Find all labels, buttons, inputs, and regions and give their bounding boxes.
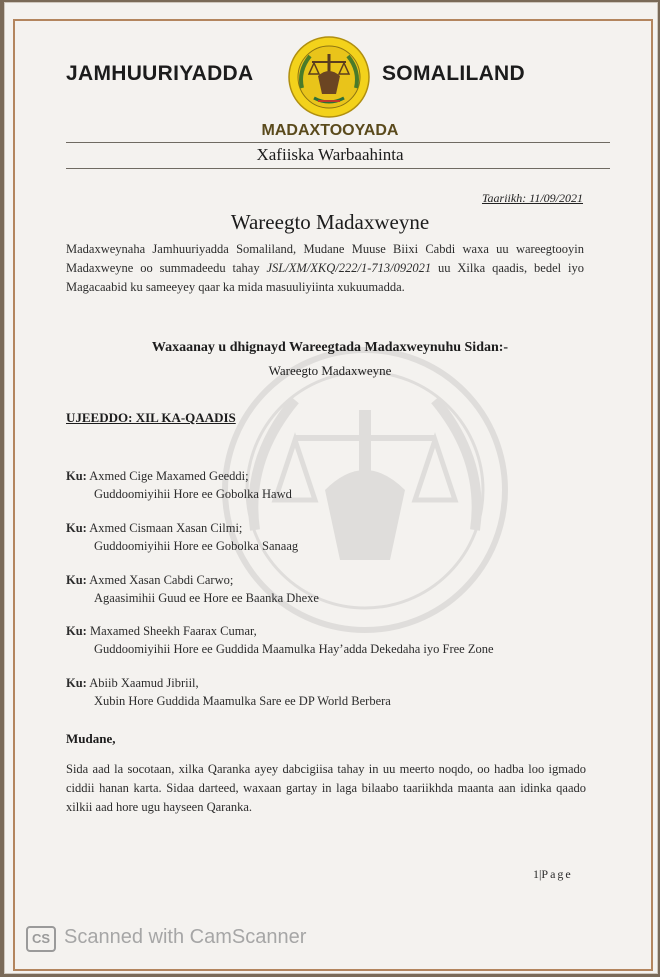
recipient-role: Agaasimihii Guud ee Hore ee Baanka Dhexe <box>94 591 319 605</box>
recipient-name: Axmed Cismaan Xasan Cilmi; <box>89 521 243 535</box>
scanner-watermark-text: Scanned with CamScanner <box>64 926 307 948</box>
recipient-item <box>66 469 606 502</box>
recipient-prefix: Ku: <box>66 624 87 638</box>
page-label: Page <box>541 867 573 881</box>
closing-paragraph: Sida aad la socotaan, xilka Qaranka ayey dabcigiisa tahay in uu meerto noqdo, oo hadba loo igmado ciddii hanan karta. Sidaa darteed, waxaan gartay in laga bilaabo taariikhda maanta aan idinka qaado xilkii aad hore ugu hayseen Qaranka. <box>66 762 586 814</box>
recipient-name: Abiib Xaamud Jibriil, <box>89 676 199 690</box>
recipient-name: Axmed Xasan Cabdi Carwo; <box>89 573 234 587</box>
recipient-prefix: Ku: <box>66 676 87 690</box>
camscanner-logo-icon: CS <box>26 926 56 952</box>
recipient-item <box>66 521 606 554</box>
recipient-role: Guddoomiyihii Hore ee Guddida Maamulka Hay’adda Dekedaha iyo Free Zone <box>94 642 494 656</box>
header-rule-top <box>66 142 610 143</box>
recipient-item <box>66 573 606 606</box>
document-date: Taariikh: 11/09/2021 <box>481 191 583 205</box>
recipient-prefix: Ku: <box>66 469 87 483</box>
recipient-name: Axmed Cige Maxamed Geeddi; <box>89 469 249 483</box>
coat-of-arms-icon <box>288 36 370 118</box>
document-title: Wareegto Madaxweyne <box>230 210 430 234</box>
recipient-prefix: Ku: <box>66 573 87 587</box>
salutation: Mudane, <box>66 731 116 746</box>
intro-text-start: Madaxweynaha Jamhuuriyadda Somaliland, Mudane Muuse Biixi Cabdi waxa uu wareegtooyin Madaxweyne oo summadeedu tahay <box>66 242 584 275</box>
decree-heading: Waxaanay u dhignayd Wareegtada Madaxweynuhu Sidan:- <box>151 340 509 355</box>
page-separator: | <box>539 867 542 881</box>
recipient-name: Maxamed Sheekh Faarax Cumar, <box>89 624 257 638</box>
decree-subheading: Wareegto Madaxweyne <box>268 363 392 378</box>
intro-text-end: uu Xilka qaadis, bedel iyo Magacaabid ku sameeyey qaar ka mida masuuliyiinta xukuumadda. <box>66 261 584 294</box>
header-country-left: JAMHUURIYADDA <box>66 62 254 85</box>
recipient-role: Guddoomiyihii Hore ee Gobolka Hawd <box>94 487 292 501</box>
recipient-role: Guddoomiyihii Hore ee Gobolka Sanaag <box>94 539 299 553</box>
decree-reference: JSL/XM/XKQ/222/1-713/092021 <box>266 261 432 275</box>
page-number-value: 1 <box>533 867 539 881</box>
department-name: Xafiiska Warbaahinta <box>256 145 404 164</box>
recipient-prefix: Ku: <box>66 521 87 535</box>
page-number <box>533 867 573 882</box>
header-rule-bottom <box>66 168 610 169</box>
header-country-right: SOMALILAND <box>382 62 525 85</box>
recipient-role: Xubin Hore Guddida Maamulka Sare ee DP World Berbera <box>94 694 391 708</box>
recipient-item <box>66 624 606 657</box>
recipient-item <box>66 676 606 709</box>
intro-paragraph <box>66 240 584 297</box>
office-name: MADAXTOOYADA <box>261 122 399 139</box>
subject-line: UJEEDDO: XIL KA-QAADIS <box>66 410 236 425</box>
